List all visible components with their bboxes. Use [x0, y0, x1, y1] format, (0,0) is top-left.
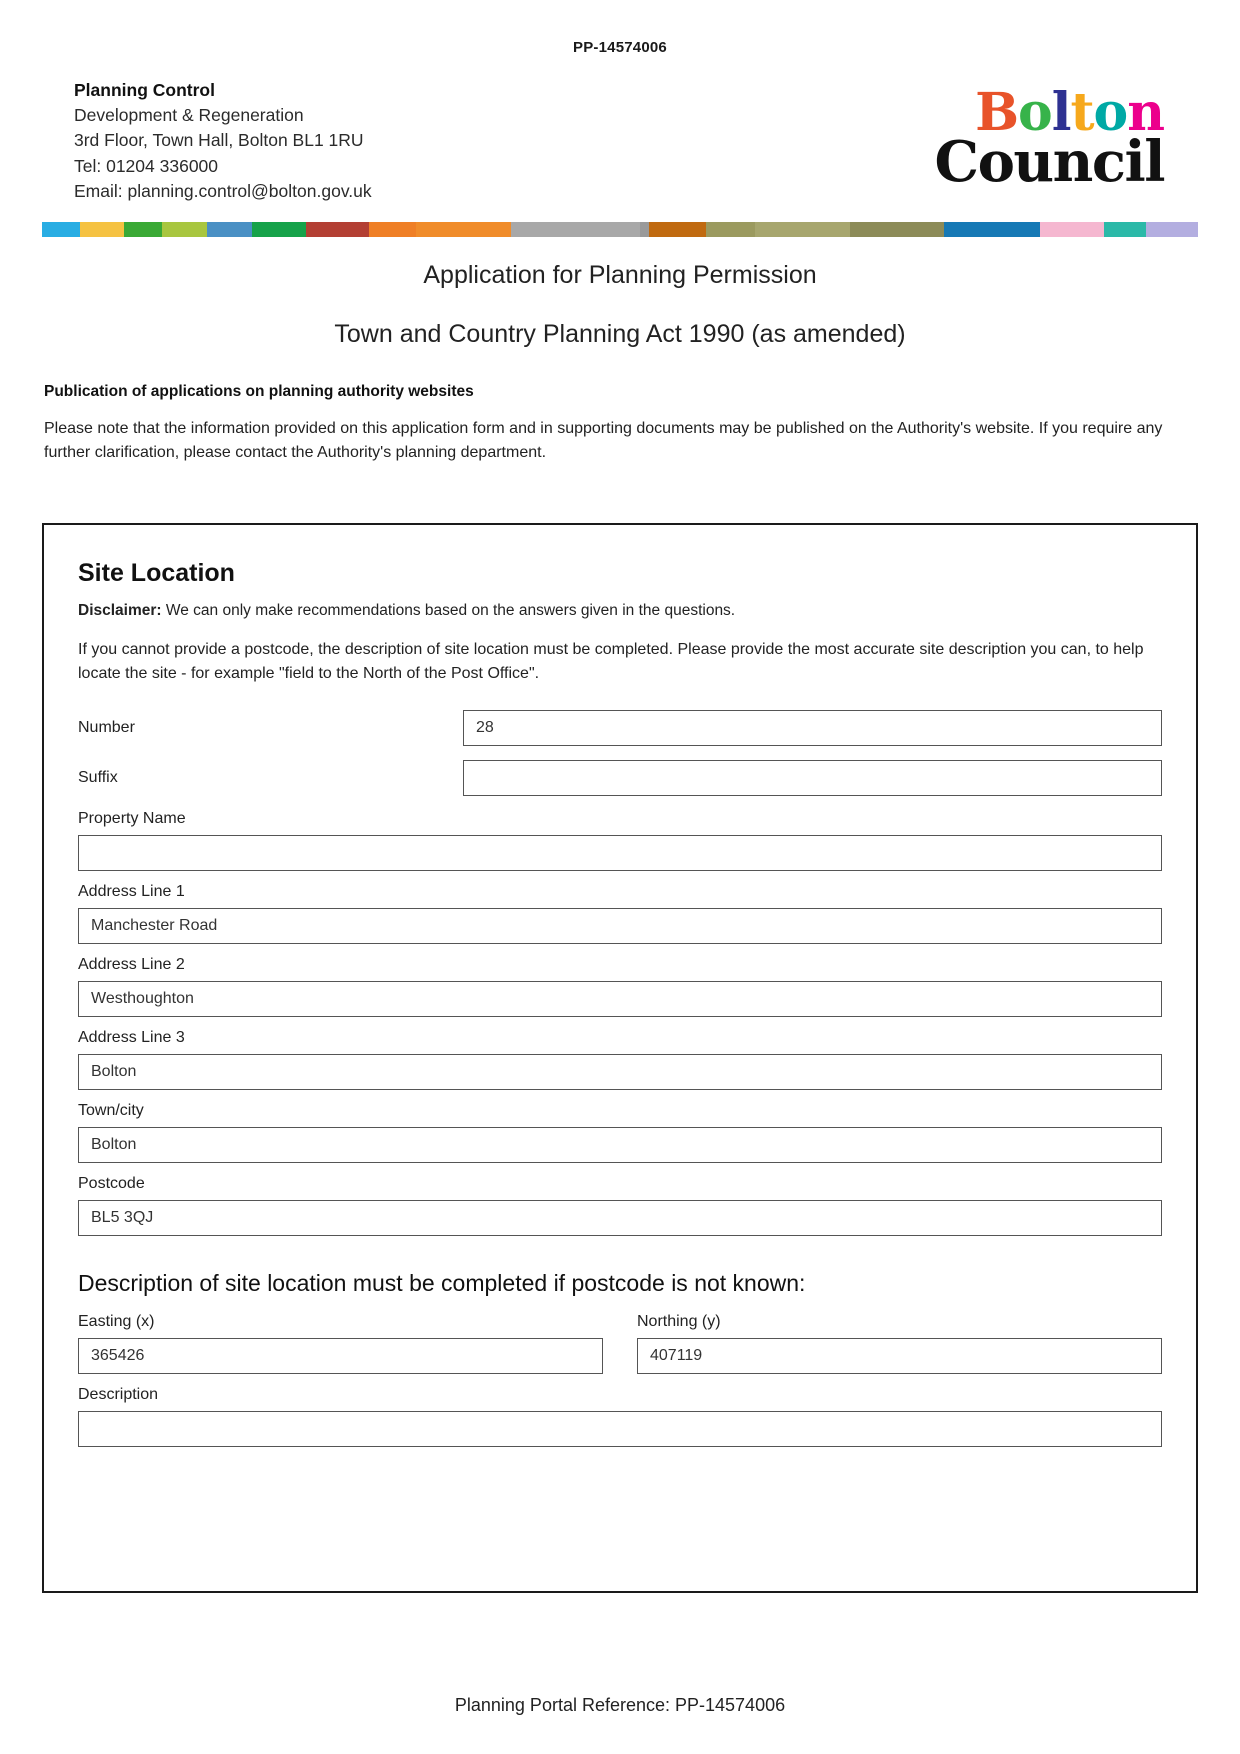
field-description-label: Description — [78, 1385, 159, 1403]
color-bar-segment — [306, 222, 370, 237]
field-suffix — [78, 760, 1162, 796]
color-bar-segment — [944, 222, 1041, 237]
field-property-name — [78, 810, 1162, 871]
field-address-line-2-label: Address Line 2 — [78, 955, 185, 973]
field-easting — [78, 1313, 603, 1374]
field-address-line-3-label: Address Line 3 — [78, 1028, 185, 1046]
color-bar-segment — [755, 222, 849, 237]
color-bar-segment — [80, 222, 125, 237]
field-address-line-1-input[interactable]: Manchester Road — [78, 908, 1162, 944]
color-bar-segment — [207, 222, 252, 237]
coordinates-row — [78, 1313, 1162, 1386]
field-address-line-2 — [78, 956, 1162, 1017]
page-footer: Planning Portal Reference: PP-14574006 — [454, 1695, 786, 1715]
field-number-input[interactable]: 28 — [463, 710, 1162, 746]
field-property-name-label: Property Name — [78, 809, 186, 827]
color-bar-segment — [1104, 222, 1146, 237]
color-bar-segment — [162, 222, 207, 237]
brand-color-bar — [42, 222, 1198, 237]
field-town-city-label: Town/city — [78, 1101, 144, 1119]
description-section-title: Description of site location must be completed if postcode is not known: — [78, 1269, 806, 1296]
field-postcode-input[interactable]: BL5 3QJ — [78, 1200, 1162, 1236]
letterhead — [42, 78, 1198, 204]
disclaimer — [78, 602, 1162, 620]
color-bar-segment — [252, 222, 306, 237]
authority-email: Email: planning.control@bolton.gov.uk — [74, 180, 372, 201]
field-postcode — [78, 1175, 1162, 1236]
logo-letter: B — [975, 82, 1019, 143]
page-title: Application for Planning Permission — [423, 260, 817, 289]
publication-body: Please note that the information provided on this application form and in supporting documents may be published on the Authority's website. If you require any further clarification, please contact the Authority's planning department. — [44, 419, 1163, 461]
authority-telephone: Tel: 01204 336000 — [74, 155, 219, 176]
logo-wordmark-council: Council — [934, 128, 1164, 195]
logo-letter: l — [1051, 82, 1071, 143]
disclaimer-label: Disclaimer: — [78, 601, 162, 619]
section-title: Site Location — [78, 558, 235, 587]
color-bar-segment — [42, 222, 80, 237]
logo-letter: t — [1070, 82, 1094, 143]
color-bar-segment — [124, 222, 162, 237]
logo-letter: n — [1127, 82, 1164, 143]
field-northing — [637, 1313, 1162, 1374]
color-bar-segment — [1146, 222, 1198, 237]
field-suffix-label: Suffix — [78, 768, 118, 786]
publication-heading: Publication of applications on planning authority websites — [44, 382, 474, 400]
field-northing-label: Northing (y) — [637, 1312, 721, 1330]
field-description — [78, 1386, 1162, 1447]
field-northing-input[interactable]: 407119 — [637, 1338, 1162, 1374]
help-text: If you cannot provide a postcode, the description of site location must be completed. Please provide the most accurate site description you can, to help locate the site - for example "field to the North of the Post Office". — [78, 640, 1144, 682]
color-bar-segment — [369, 222, 416, 237]
color-bar-segment — [850, 222, 944, 237]
field-address-line-2-input[interactable]: Westhoughton — [78, 981, 1162, 1017]
logo-letter: o — [1093, 82, 1128, 143]
field-property-name-input[interactable] — [78, 835, 1162, 871]
field-town-city — [78, 1102, 1162, 1163]
color-bar-segment — [640, 222, 649, 237]
authority-department: Planning Control — [74, 80, 215, 100]
document-reference: PP-14574006 — [573, 39, 667, 56]
field-easting-label: Easting (x) — [78, 1312, 155, 1330]
authority-address: 3rd Floor, Town Hall, Bolton BL1 1RU — [74, 130, 364, 151]
authority-contact-block — [74, 78, 372, 204]
field-address-line-3 — [78, 1029, 1162, 1090]
color-bar-segment — [1040, 222, 1104, 237]
field-description-input[interactable] — [78, 1411, 1162, 1447]
field-suffix-input[interactable] — [463, 760, 1162, 796]
logo-letter: o — [1018, 82, 1052, 143]
color-bar-segment — [511, 222, 640, 237]
field-number-label: Number — [78, 718, 135, 736]
field-address-line-3-input[interactable]: Bolton — [78, 1054, 1162, 1090]
field-address-line-1 — [78, 883, 1162, 944]
disclaimer-text: We can only make recommendations based on the answers given in the questions. — [161, 601, 736, 619]
color-bar-segment — [706, 222, 755, 237]
field-number — [78, 710, 1162, 746]
page-subtitle: Town and Country Planning Act 1990 (as amended) — [334, 319, 906, 348]
field-postcode-label: Postcode — [78, 1174, 145, 1192]
authority-division: Development & Regeneration — [74, 105, 304, 126]
field-town-city-input[interactable]: Bolton — [78, 1127, 1162, 1163]
color-bar-segment — [649, 222, 706, 237]
field-address-line-1-label: Address Line 1 — [78, 882, 185, 900]
site-location-section — [42, 523, 1198, 1593]
color-bar-segment — [416, 222, 510, 237]
field-easting-input[interactable]: 365426 — [78, 1338, 603, 1374]
bolton-council-logo — [934, 82, 1175, 195]
